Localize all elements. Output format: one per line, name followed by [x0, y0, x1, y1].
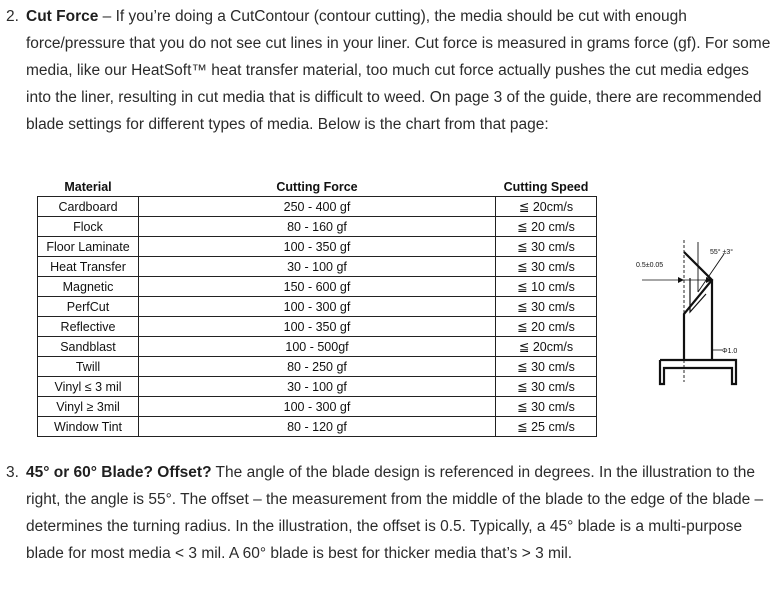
table-row [38, 377, 597, 397]
table-row [38, 397, 597, 417]
speed-cell: ≦ 20 cm/s [496, 317, 597, 337]
material-cell: Floor Laminate [38, 237, 139, 257]
table-header-row [38, 178, 597, 197]
item-number: 2. [6, 8, 19, 25]
blade-settings-table [37, 178, 597, 437]
table-row [38, 417, 597, 437]
speed-cell: ≦ 20cm/s [496, 197, 597, 217]
material-cell: Window Tint [38, 417, 139, 437]
item-number: 3. [6, 464, 19, 481]
table-row [38, 357, 597, 377]
speed-cell: ≦ 20cm/s [496, 337, 597, 357]
cut-force-text [26, 3, 771, 138]
table-row [38, 277, 597, 297]
speed-cell: ≦ 30 cm/s [496, 397, 597, 417]
force-cell: 100 - 300 gf [139, 397, 496, 417]
speed-cell: ≦ 10 cm/s [496, 277, 597, 297]
force-cell: 80 - 250 gf [139, 357, 496, 377]
material-cell: Vinyl ≤ 3 mil [38, 377, 139, 397]
material-cell: Twill [38, 357, 139, 377]
speed-cell: ≦ 30 cm/s [496, 257, 597, 277]
speed-cell: ≦ 30 cm/s [496, 237, 597, 257]
blade-diagram [628, 232, 748, 392]
material-cell: Flock [38, 217, 139, 237]
offset-label: 0.5±0.05 [636, 262, 664, 269]
angle-label: 55° ±3° [710, 249, 734, 256]
force-cell: 100 - 500gf [139, 337, 496, 357]
header-cutting-speed: Cutting Speed [503, 180, 589, 194]
force-cell: 80 - 160 gf [139, 217, 496, 237]
material-cell: PerfCut [38, 297, 139, 317]
header-material: Material [64, 180, 112, 194]
cut-force-heading: Cut Force [26, 8, 99, 25]
material-cell: Heat Transfer [38, 257, 139, 277]
material-cell: Magnetic [38, 277, 139, 297]
material-cell: Cardboard [38, 197, 139, 217]
diameter-label: Φ1.0 [722, 348, 738, 355]
table-row [38, 237, 597, 257]
cut-force-paragraph [6, 3, 771, 138]
blade-offset-text [26, 459, 771, 567]
table-row [38, 217, 597, 237]
force-cell: 30 - 100 gf [139, 377, 496, 397]
speed-cell: ≦ 30 cm/s [496, 297, 597, 317]
force-cell: 150 - 600 gf [139, 277, 496, 297]
table-row [38, 197, 597, 217]
blade-offset-body: The angle of the blade design is referenced in degrees. In the illustration to the right, the angle is 55°. The offset – the measurement from the middle of the blade to the edge of the blade – determines the turning radius. In the illustration, the offset is 0.5. Typically, a 45° blade is a multi-purpose blade for most media < 3 mil. A 60° blade is best for thicker media that’s > 3 mil. [26, 464, 764, 562]
material-cell: Vinyl ≥ 3mil [38, 397, 139, 417]
table-row [38, 337, 597, 357]
blade-offset-paragraph [6, 459, 771, 567]
cut-force-body: – If you’re doing a CutContour (contour cutting), the media should be cut with enough force/pressure that you do not see cut lines in your liner. Cut force is measured in grams force (gf). For some media, like our HeatSoft™ heat transfer material, too much cut force actually pushes the cut media edges into the liner, resulting in cut media that is difficult to weed. On page 3 of the guide, there are recommended blade settings for different types of media. Below is the chart from that page: [26, 8, 771, 133]
table-row [38, 257, 597, 277]
table-row [38, 297, 597, 317]
force-cell: 30 - 100 gf [139, 257, 496, 277]
force-cell: 100 - 350 gf [139, 317, 496, 337]
force-cell: 100 - 300 gf [139, 297, 496, 317]
material-cell: Reflective [38, 317, 139, 337]
speed-cell: ≦ 30 cm/s [496, 357, 597, 377]
table-row [38, 317, 597, 337]
header-cutting-force: Cutting Force [276, 180, 358, 194]
force-cell: 80 - 120 gf [139, 417, 496, 437]
speed-cell: ≦ 30 cm/s [496, 377, 597, 397]
force-cell: 250 - 400 gf [139, 197, 496, 217]
force-cell: 100 - 350 gf [139, 237, 496, 257]
speed-cell: ≦ 20 cm/s [496, 217, 597, 237]
blade-offset-heading: 45° or 60° Blade? Offset? [26, 464, 212, 481]
material-cell: Sandblast [38, 337, 139, 357]
speed-cell: ≦ 25 cm/s [496, 417, 597, 437]
